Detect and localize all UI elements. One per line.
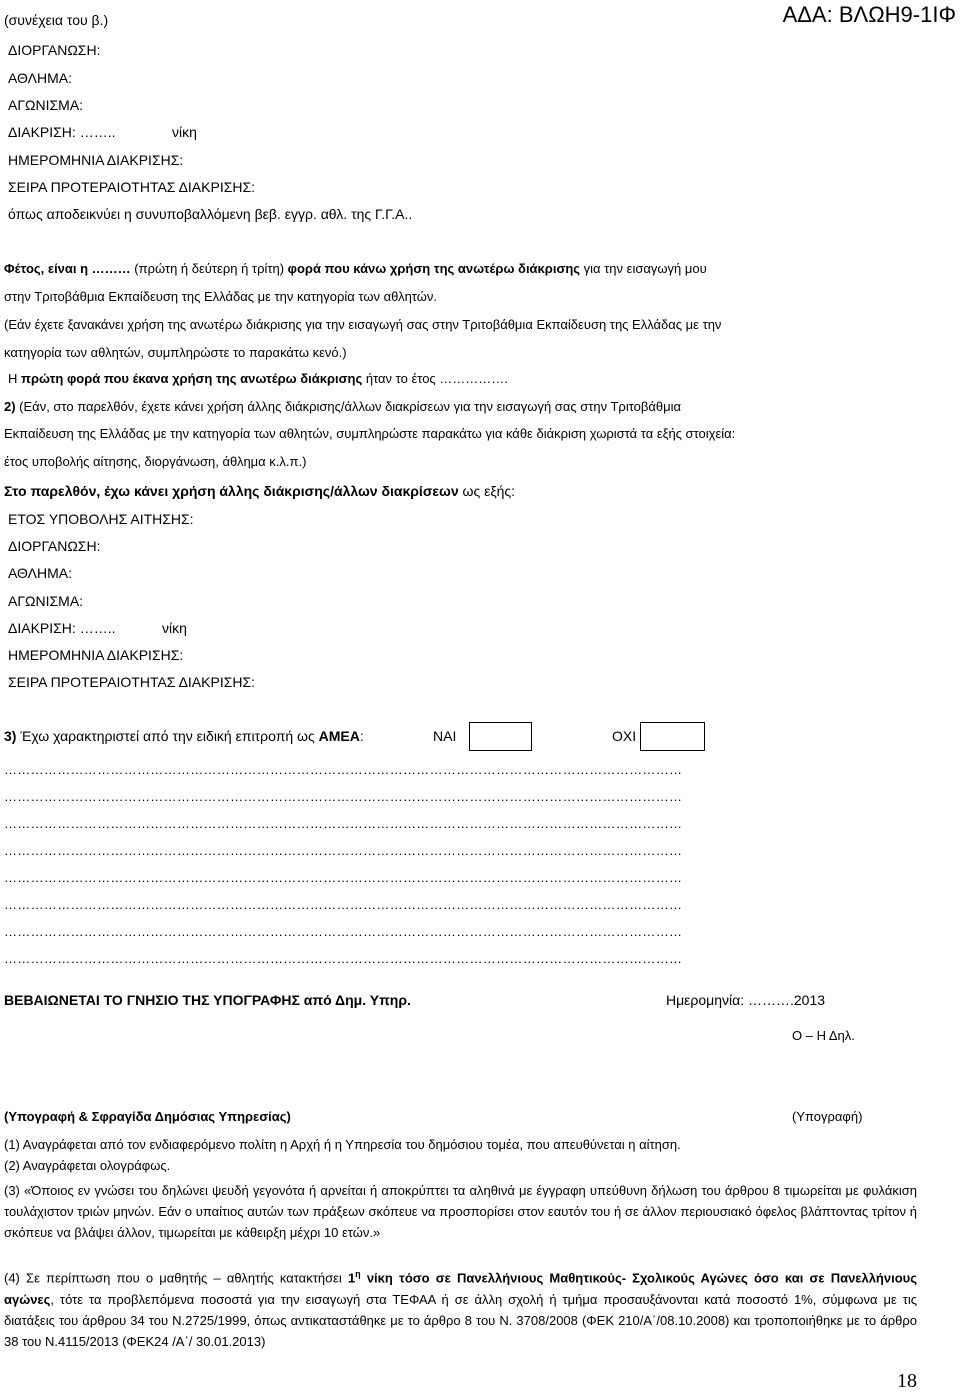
past-distinction-value: νίκη — [162, 620, 187, 636]
past-org-label: ΔΙΟΡΓΑΝΩΣΗ: — [8, 538, 101, 554]
para1-text-a: (πρώτη ή δεύτερη ή τρίτη) — [130, 261, 288, 276]
dotted-line[interactable]: ……………………………………………………………………………………………………………………………………… — [4, 816, 683, 831]
event-label: ΑΓΩΝΙΣΜΑ: — [8, 97, 84, 113]
past-distinction-label: ΔΙΑΚΡΙΣΗ: …….. — [8, 620, 116, 636]
past-rank-label: ΣΕΙΡΑ ΠΡΟΤΕΡΑΙΟΤΗΤΑΣ ΔΙΑΚΡΙΣΗΣ: — [8, 674, 256, 690]
footnote-4-text-a: (4) Σε περίπτωση που ο μαθητής – αθλητής κατακτήσει — [4, 1270, 348, 1286]
sport-label: ΑΘΛΗΜΑ: — [8, 70, 73, 86]
dotted-line[interactable]: ……………………………………………………………………………………………………………………………………… — [4, 897, 683, 912]
declarant-label: Ο – Η Δηλ. — [792, 1028, 855, 1043]
para2-number: 2) — [4, 399, 16, 414]
distinction-label: ΔΙΑΚΡΙΣΗ: …….. — [8, 124, 116, 140]
para3-colon: : — [359, 728, 364, 744]
para1-line4: κατηγορία των αθλητών, συμπληρώστε το παρακάτω κενό.) — [4, 345, 347, 360]
yes-label: ΝΑΙ — [433, 728, 457, 744]
footnote-3: (3) «Όποιος εν γνώσει του δηλώνει ψευδή γεγονότα ή αρνείται ή αποκρύπτει τα αληθινά με έγγραφη υπεύθυνη δήλωση του άρθρου 8 τιμωρείται με φυλάκιση τουλάχιστον τριών μηνών. Εάν ο υπαίτιος αυτών των πράξεων σκόπευε να προσπορίσει στον εαυτόν του ή σε άλλον περιουσιακό όφελος βλάπτοντας τρίτον ή σκόπευε να βλάψει άλλον, τιμωρείται με κάθειρξη μέχρι 10 ετών.» — [4, 1183, 917, 1241]
para2-line1 — [4, 400, 681, 415]
first-use-line — [8, 372, 508, 387]
past-year-label: ΕΤΟΣ ΥΠΟΒΟΛΗΣ ΑΙΤΗΣΗΣ: — [8, 511, 194, 527]
dotted-line[interactable]: ……………………………………………………………………………………………………………………………………… — [4, 843, 683, 858]
page-number: 18 — [897, 1370, 917, 1392]
first-use-pre: Η — [8, 371, 21, 386]
document-code: ΑΔΑ: ΒΛΩΗ9-1ΙΦ — [782, 2, 956, 27]
no-label: ΟΧΙ — [612, 728, 637, 744]
footnote-2: (2) Αναγράφεται ολογράφως. — [4, 1158, 171, 1173]
para2-line2: Εκπαίδευση της Ελλάδας με την κατηγορία των αθλητών, συμπληρώστε παρακάτω για κάθε διάκριση χωριστά τα εξής στοιχεία: — [4, 426, 736, 441]
proof-line: όπως αποδεικνύει η συνυποβαλλόμενη βεβ. εγγρ. αθλ. της Γ.Γ.Α.. — [8, 206, 413, 222]
past-use-line — [4, 483, 515, 499]
past-event-label: ΑΓΩΝΙΣΜΑ: — [8, 593, 84, 609]
no-checkbox[interactable] — [640, 722, 705, 751]
past-sport-label: ΑΘΛΗΜΑ: — [8, 565, 73, 581]
past-use-bold: Στο παρελθόν, έχω κάνει χρήση άλλης διάκρισης/άλλων διακρίσεων — [4, 483, 459, 499]
para3-text: Έχω χαρακτηριστεί από την ειδική επιτροπή ως — [16, 728, 319, 744]
first-use-post: ήταν το έτος ……………. — [362, 371, 508, 386]
para2-line3: έτος υποβολής αίτησης, διοργάνωση, άθλημα κ.λ.π.) — [4, 454, 307, 469]
footnote-4-text-b: , τότε τα προβλεπόμενα ποσοστά για την εισαγωγή στα ΤΕΦΑΑ ή σε άλλη σχολή ή τμήμα προσαυξάνονται κατά ποσοστό 1%, σύμφωνα με τις διατάξεις του άρθρου 34 του Ν.2725/1999, όπως αντικαταστάθηκε με το άρθρο 8 του Ν. 3708/2008 (ΦΕΚ 210/Α΄/08.10.2008) και τροποποιήθηκε με το άρθρο 38 του Ν.4115/2013 (ΦΕΚ24 /Α΄/ 30.01.2013) — [4, 1291, 917, 1349]
yes-checkbox[interactable] — [469, 722, 532, 751]
continuation-note: (συνέχεια του β.) — [4, 12, 109, 28]
distinction-value: νίκη — [172, 124, 197, 140]
para1-bold-a: Φέτος, είναι η ……… — [4, 261, 131, 276]
first-use-bold: πρώτη φορά που έκανα χρήση της ανωτέρω διάκρισης — [21, 371, 363, 386]
para1-line2: στην Τριτοβάθμια Εκπαίδευση της Ελλάδας με την κατηγορία των αθλητών. — [4, 289, 438, 304]
footnote-4-bold-2: νίκη τόσο σε Πανελλήνιους Μαθητικούς- Σχολικούς Αγώνες όσο και σε Πανελλήνιους αγώνες — [4, 1270, 917, 1307]
footnote-4 — [4, 1264, 917, 1352]
amea-label: ΑΜΕΑ — [318, 728, 360, 744]
distinction-date-label: ΗΜΕΡΟΜΗΝΙΑ ΔΙΑΚΡΙΣΗΣ: — [8, 152, 184, 168]
footnote-4-sup: η — [355, 1269, 361, 1279]
dotted-line[interactable]: ……………………………………………………………………………………………………………………………………… — [4, 924, 683, 939]
para1-bold-b: φορά που κάνω χρήση της ανωτέρω διάκρισης — [287, 261, 581, 276]
certify-signature: ΒΕΒΑΙΩΝΕΤΑΙ ΤΟ ΓΝΗΣΙΟ ΤΗΣ ΥΠΟΓΡΑΦΗΣ από Δημ. Υπηρ. — [4, 992, 411, 1008]
para2-text1: (Εάν, στο παρελθόν, έχετε κάνει χρήση άλλης διάκρισης/άλλων διακρίσεων για την εισαγωγή σας στην Τριτοβάθμια — [15, 399, 681, 414]
para1-line1 — [4, 262, 707, 277]
dotted-line[interactable]: ……………………………………………………………………………………………………………………………………… — [4, 762, 683, 777]
dotted-line[interactable]: ……………………………………………………………………………………………………………………………………… — [4, 870, 683, 885]
past-use-post: ως εξής: — [458, 483, 516, 499]
sign-label: (Υπογραφή) — [792, 1109, 863, 1124]
past-date-label: ΗΜΕΡΟΜΗΝΙΑ ΔΙΑΚΡΙΣΗΣ: — [8, 647, 184, 663]
stamp-label: (Υπογραφή & Σφραγίδα Δημόσιας Υπηρεσίας) — [4, 1109, 291, 1124]
para1-line3: (Εάν έχετε ξανακάνει χρήση της ανωτέρω διάκρισης για την εισαγωγή σας στην Τριτοβάθμια Εκπαίδευση της Ελλάδας με την — [4, 317, 722, 332]
para3-number: 3) — [4, 728, 17, 744]
footnote-1: (1) Αναγράφεται από τον ενδιαφερόμενο πολίτη η Αρχή ή η Υπηρεσία του δημόσιου τομέα, που απευθύνεται η αίτηση. — [4, 1137, 681, 1152]
para1-text-b: για την εισαγωγή μου — [580, 261, 707, 276]
dotted-line[interactable]: ……………………………………………………………………………………………………………………………………… — [4, 951, 683, 966]
org-label: ΔΙΟΡΓΑΝΩΣΗ: — [8, 42, 101, 58]
footnote-4-bold-1: 1 — [347, 1270, 356, 1286]
dotted-line[interactable]: ……………………………………………………………………………………………………………………………………… — [4, 789, 683, 804]
rank-label: ΣΕΙΡΑ ΠΡΟΤΕΡΑΙΟΤΗΤΑΣ ΔΙΑΚΡΙΣΗΣ: — [8, 179, 256, 195]
para3-line — [4, 728, 364, 744]
signature-date: Ημερομηνία: ……….2013 — [666, 992, 826, 1008]
